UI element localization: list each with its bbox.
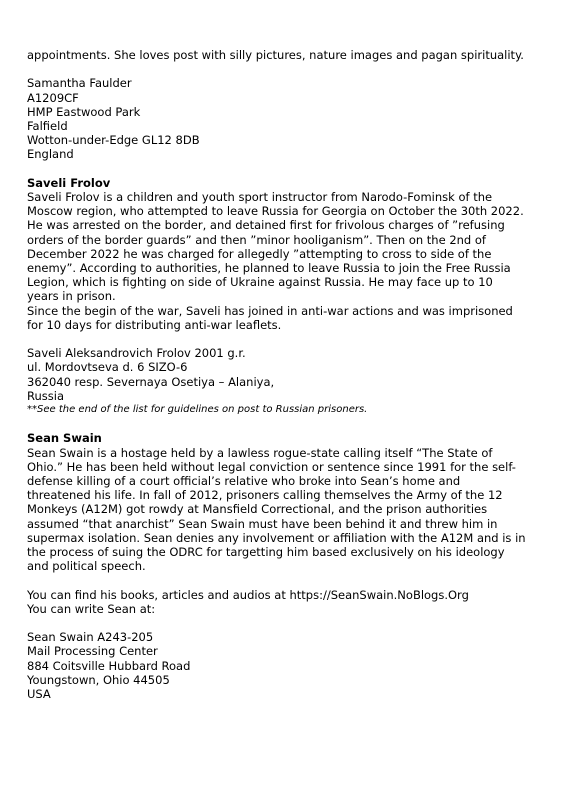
address-line: Samantha Faulder [27,76,132,91]
saveli-heading: Saveli Frolov [27,175,111,190]
spacer [27,332,527,346]
samantha-address-block [27,76,527,161]
address-line: A1209CF [27,90,79,105]
address-line: USA [27,687,51,702]
address-line: Mail Processing Center [27,644,158,659]
address-line: HMP Eastwood Park [27,104,141,119]
sean-bio: Sean Swain is a hostage held by a lawless rogue-state calling itself “The State of Ohio.” He has been held without legal conviction or sentence since 1991 for the self-defense killing of a court official’s relative who broke into Sean’s home and threatened his life. In fall of 2012, prisoners calling themselves the Army of the 12 Monkeys (A12M) got rowdy at Mansfield Correctional, and the prison authorities assumed “that anarchist” Sean Swain must have been behind it and threw him in supermax isolation. Sean denies any involvement or affiliation with the A12M and is in the process of suing the ODRC for targetting him based exclusively on his ideology and political speech. [27,445,526,574]
address-line: ul. Mordovtseva d. 6 SIZO-6 [27,360,188,375]
address-line: 884 Coitsville Hubbard Road [27,658,191,673]
sean-write-text: You can write Sean at: [27,601,156,616]
address-line: Russia [27,388,64,403]
sean-find-text: You can find his books, articles and audios at https://SeanSwain.NoBlogs.Org [27,587,469,602]
spacer [27,573,527,587]
address-line: 362040 resp. Severnaya Osetiya – Alaniya, [27,374,275,389]
spacer [27,62,527,76]
russian-post-note: **See the end of the list for guidelines on post to Russian prisoners. [27,404,368,416]
address-line: Youngstown, Ohio 44505 [27,672,170,687]
address-line: Falfield [27,119,68,133]
saveli-bio: Saveli Frolov is a children and youth sport instructor from Narodo-Fominsk of the Moscow region, who attempted to leave Russia for Georgia on October the 30th 2022. He was arrested on the border, and detained first for frivolous charges of ”refusing orders of the border guards” and then ”minor hooliganism”. Then on the 2nd of December 2022 he was charged for allegedly ”attempting to cross to side of the enemy”. According to authorities, he planned to leave Russia to join the Free Russia Legion, which is fighting on side of Ukraine against Russia. He may face up to 10 years in prison. [27,190,524,304]
address-line: Sean Swain A243-205 [27,630,154,645]
sean-heading: Sean Swain [27,431,102,446]
document-page [27,48,527,701]
saveli-bio-continued: Since the begin of the war, Saveli has joined in anti-war actions and was imprisoned for 10 days for distributing anti-war leaflets. [27,303,513,332]
sean-address-block [27,630,527,701]
spacer [27,417,527,431]
spacer [27,162,527,176]
address-line: England [27,147,74,162]
address-line: Wotton-under-Edge GL12 8DB [27,133,200,148]
intro-paragraph: appointments. She loves post with silly pictures, nature images and pagan spirituality. [27,48,524,62]
saveli-address-block [27,346,527,403]
spacer [27,616,527,630]
address-line: Saveli Aleksandrovich Frolov 2001 g.r. [27,346,246,361]
